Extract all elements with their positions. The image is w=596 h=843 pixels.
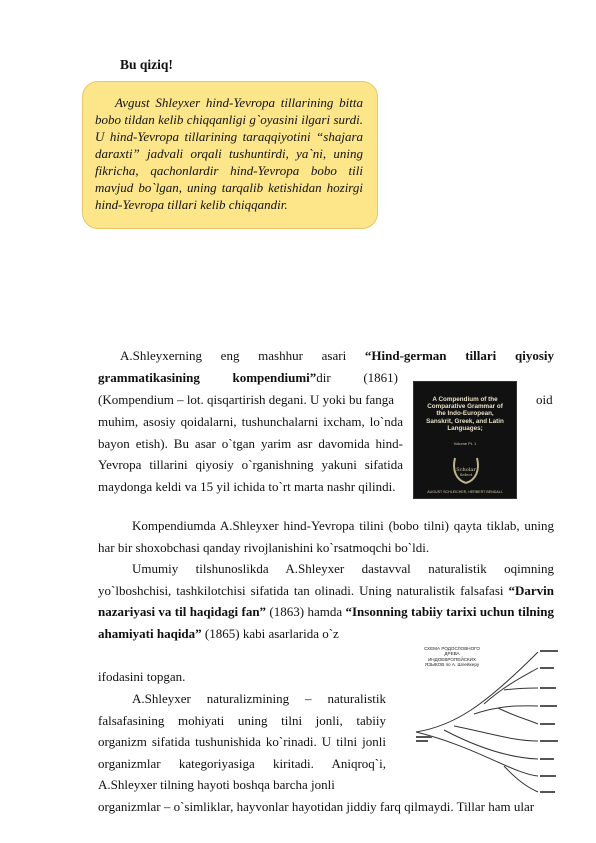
para3-work-darvin: “Darvin nazariyasi va til haqidagi fan” <box>98 582 554 620</box>
para3-text-a: Umumiy tilshunoslikda A.Shleyxer dastavval naturalistik oqimning yo`lboshchisi, tashkilotchisi sifatida tan olinadi. Uning naturalistik falsafasi <box>98 561 554 598</box>
para3-work-insonning: “Insonning tabiiy tarixi uchun tilning ahamiyati haqida” <box>98 604 555 641</box>
book-author: AUGUST SCHLEICHER, HERBERT BENDALL <box>427 490 503 494</box>
callout-box <box>82 81 378 229</box>
para1-line2 <box>98 367 398 389</box>
callout-text: Avgust Shleyxer hind-Yevropa tillarining bitta bobo tildan kelib chiqqanligi g`oyasini ilgari surdi. U hind-Yevropa tillarining taraqqiyotini “shajara daraxti” jadvali orqali tushuntirdi, ya`ni, uning fikricha, qachonlardir hind-Yevropa bobo tili mavjud bo`lgan, uning tarqalib ketishidan hozirgi hind-Yevropa tillari kelib chiqqandir. <box>95 95 363 212</box>
para2: Kompendiumda A.Shleyxer hind-Yevropa tilini (bobo tilni) qayta tiklab, uning har bir shoxobchasi qanday rivojlanishini ko`rsatmoqchi bo`ldi. <box>98 518 554 555</box>
svg-text:Select: Select <box>459 472 473 477</box>
book-title: A Compendium of the Comparative Grammar of the Indo-European, Sanskrit, Greek, and Latin Languages; <box>426 396 504 432</box>
para1-line3-end: oid <box>536 392 553 407</box>
para1-work-title: grammatikasining kompendiumi” <box>98 370 317 385</box>
svg-text:Scholar: Scholar <box>456 467 476 473</box>
diagram-title: СХЕМА РОДОСЛОВНОГО ДРЕВА ИНДОЕВРОПЕЙСКИХ ЯЗЫКОВ по А. Шлейхеру <box>424 646 480 667</box>
para4: A.Shleyxer naturalizmining – naturalistik falsafasining mohiyati uning tilni jonli, tabiiy organizm sifatida tushunishida ko`rinadi. U tilni jonli organizmlar kategoriyasiga kiritadi. Aniqroq`i, A.Shleyxer tilning hayoti boshqa barcha jonli <box>98 691 386 793</box>
para1-line1-text: A.Shleyxerning eng mashhur asari <box>120 348 347 363</box>
book-cover-image <box>413 381 517 499</box>
laurel-wreath-icon <box>448 450 484 486</box>
para3-text-d: (1865) kabi asarlarida o`z <box>201 625 339 641</box>
para1-line3: (Kompendium – lot. qisqartirish degani. U yoki bu fanga <box>98 392 395 407</box>
para1-line1 <box>98 345 554 367</box>
para1-line1-bold: “Hind-german tillari qiyosiy <box>364 348 555 363</box>
para3-end: ifodasini topgan. <box>98 669 186 684</box>
para1-year: dir (1861) <box>316 370 398 385</box>
language-tree-diagram <box>414 646 564 798</box>
para3-text-c: (1863) hamda <box>266 604 346 620</box>
last-line: organizmlar – o`simliklar, hayvonlar hayotidan jiddiy farq qilmaydi. Tillar ham ular <box>98 799 535 814</box>
heading-bu-qiziq: Bu qiziq! <box>120 57 173 72</box>
para3 <box>98 558 554 644</box>
tree-lines <box>414 646 564 798</box>
book-volume: Volume Pt. 1 <box>453 441 477 446</box>
para1-rest: muhim, asosiy qoidalarni, tushunchalarni ixcham, lo`nda bayon etish). Bu asar o`tgan yarim asr davomida hind-Yevropa tillarini qiyosiy o`rganishning yakuni sifatida maydonga keldi va 15 yil ichida to`rt marta nashr qilindi. <box>98 414 403 494</box>
